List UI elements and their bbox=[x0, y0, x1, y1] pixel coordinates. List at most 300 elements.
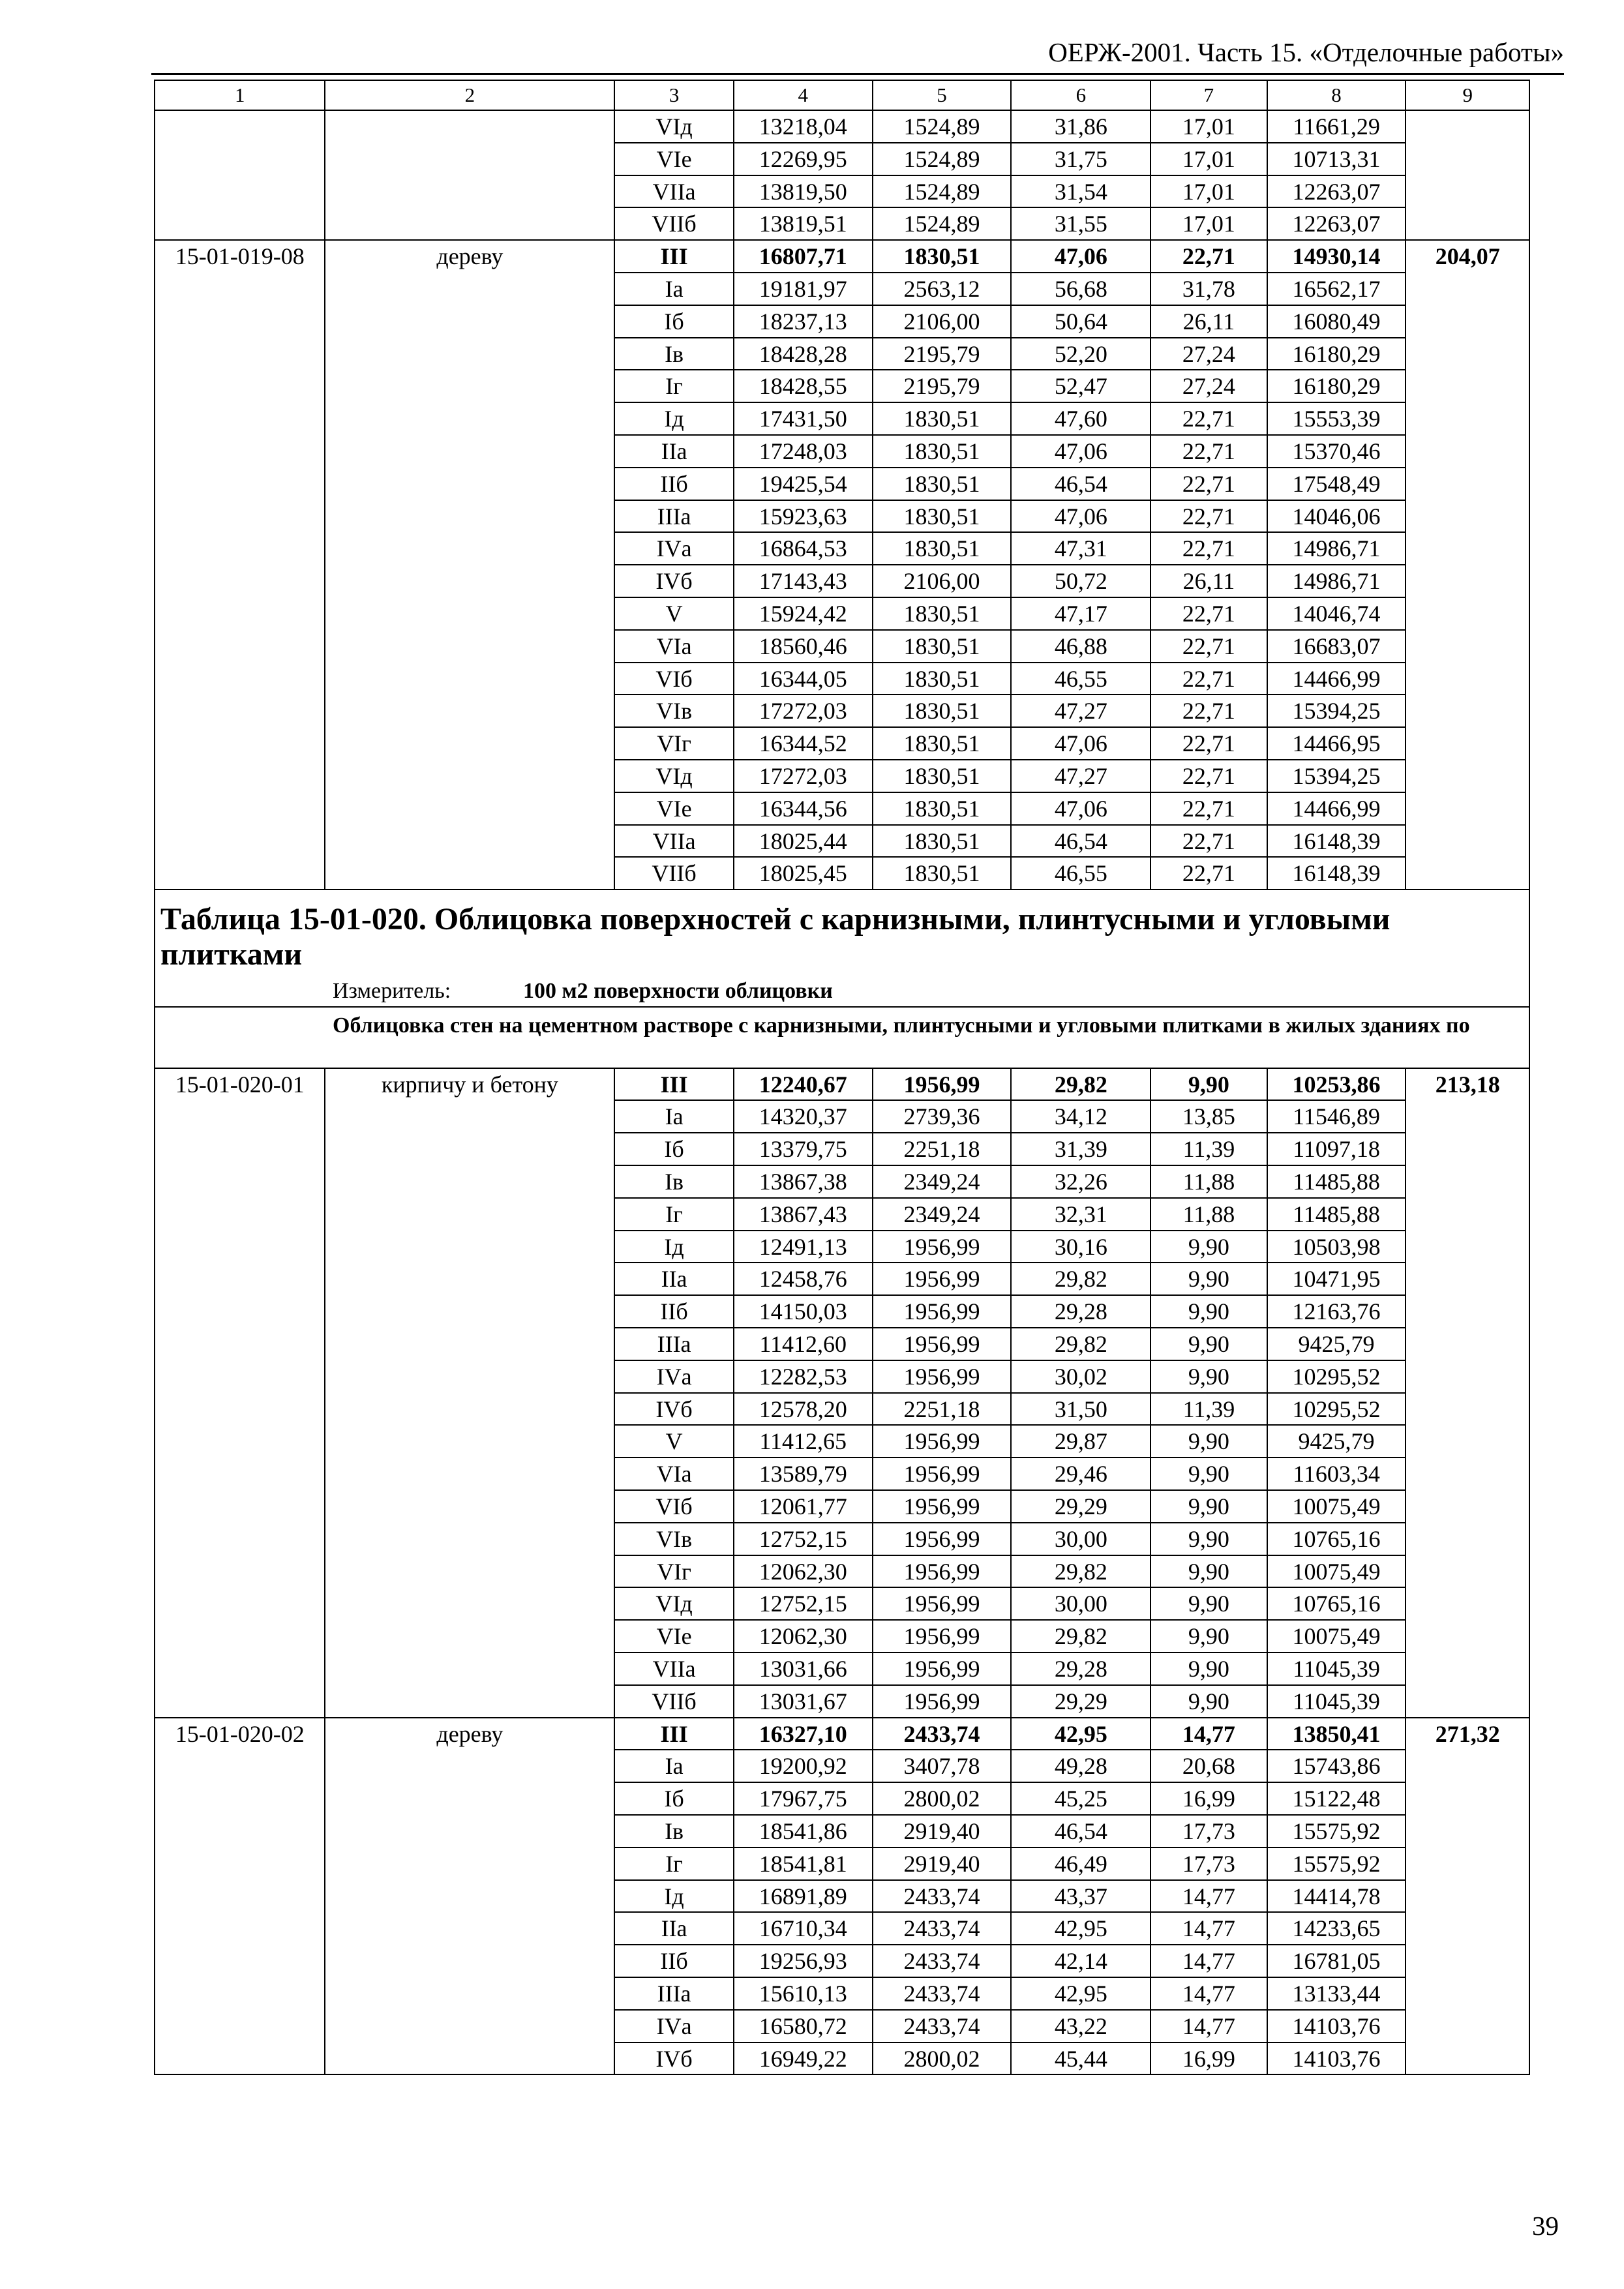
value-cell: 15394,25 bbox=[1267, 695, 1406, 727]
value-cell: 16710,34 bbox=[734, 1912, 873, 1945]
value-cell: 20,68 bbox=[1150, 1750, 1267, 1782]
value-cell: 10075,49 bbox=[1267, 1620, 1406, 1653]
table-row bbox=[155, 110, 1529, 143]
value-cell: 13031,66 bbox=[734, 1653, 873, 1685]
value-cell: 2195,79 bbox=[873, 370, 1012, 402]
value-cell: 11,88 bbox=[1150, 1198, 1267, 1231]
value-cell: 31,86 bbox=[1011, 110, 1150, 143]
value-cell: 46,54 bbox=[1011, 468, 1150, 500]
rate-code: 15-01-020-02 bbox=[155, 1718, 325, 2075]
value-cell: 52,20 bbox=[1011, 338, 1150, 370]
value-cell: 9,90 bbox=[1150, 1587, 1267, 1620]
value-cell: 12163,76 bbox=[1267, 1295, 1406, 1328]
value-cell: 46,49 bbox=[1011, 1848, 1150, 1880]
value-cell: 19181,97 bbox=[734, 273, 873, 305]
value-cell: 30,00 bbox=[1011, 1587, 1150, 1620]
value-cell: 1956,99 bbox=[873, 1587, 1012, 1620]
value-cell: 12263,07 bbox=[1267, 175, 1406, 208]
value-cell: 9,90 bbox=[1150, 1458, 1267, 1490]
zone-cell: IVа bbox=[614, 2010, 733, 2042]
value-cell: 1830,51 bbox=[873, 435, 1012, 468]
value-cell: 2919,40 bbox=[873, 1815, 1012, 1848]
value-cell: 2433,74 bbox=[873, 1977, 1012, 2010]
section-heading-row bbox=[155, 1007, 1529, 1068]
value-cell: 2800,02 bbox=[873, 2042, 1012, 2075]
value-cell: 1956,99 bbox=[873, 1685, 1012, 1718]
column-number: 6 bbox=[1011, 80, 1150, 110]
value-cell: 29,28 bbox=[1011, 1295, 1150, 1328]
zone-cell: IIб bbox=[614, 1945, 733, 1977]
value-cell: 1956,99 bbox=[873, 1490, 1012, 1523]
zone-cell: VIIб bbox=[614, 207, 733, 240]
value-cell: 14,77 bbox=[1150, 1977, 1267, 2010]
zone-cell: Iа bbox=[614, 273, 733, 305]
value-cell: 1956,99 bbox=[873, 1068, 1012, 1101]
column-number: 7 bbox=[1150, 80, 1267, 110]
zone-cell: IIIа bbox=[614, 1328, 733, 1360]
value-cell: 15610,13 bbox=[734, 1977, 873, 2010]
rate-code bbox=[155, 110, 325, 240]
value-cell: 16180,29 bbox=[1267, 370, 1406, 402]
zone-cell: IVб bbox=[614, 565, 733, 597]
unit-label: Измеритель: bbox=[333, 978, 451, 1003]
value-cell: 9,90 bbox=[1150, 1231, 1267, 1263]
value-cell: 10765,16 bbox=[1267, 1523, 1406, 1555]
zone-cell: V bbox=[614, 1425, 733, 1458]
zone-cell: VIIа bbox=[614, 825, 733, 858]
value-cell: 14466,99 bbox=[1267, 663, 1406, 695]
value-cell: 1830,51 bbox=[873, 825, 1012, 858]
value-cell: 42,95 bbox=[1011, 1977, 1150, 2010]
table-title-row bbox=[155, 890, 1529, 1007]
value-cell: 32,31 bbox=[1011, 1198, 1150, 1231]
value-cell: 14466,95 bbox=[1267, 727, 1406, 760]
value-cell: 1524,89 bbox=[873, 207, 1012, 240]
value-cell: 15394,25 bbox=[1267, 760, 1406, 792]
value-cell: 9,90 bbox=[1150, 1555, 1267, 1588]
zone-cell: VIв bbox=[614, 1523, 733, 1555]
zone-cell: Iг bbox=[614, 1198, 733, 1231]
value-cell: 18025,44 bbox=[734, 825, 873, 858]
value-cell: 47,06 bbox=[1011, 240, 1150, 273]
work-description: кирпичу и бетону bbox=[325, 1068, 614, 1718]
zone-cell: VIIа bbox=[614, 1653, 733, 1685]
zone-cell: VIд bbox=[614, 110, 733, 143]
zone-cell: IIб bbox=[614, 468, 733, 500]
value-cell: 13133,44 bbox=[1267, 1977, 1406, 2010]
value-cell: 50,72 bbox=[1011, 565, 1150, 597]
value-cell: 1956,99 bbox=[873, 1231, 1012, 1263]
value-cell: 11485,88 bbox=[1267, 1165, 1406, 1198]
value-cell: 16,99 bbox=[1150, 1782, 1267, 1815]
value-cell: 47,06 bbox=[1011, 792, 1150, 825]
value-cell: 13850,41 bbox=[1267, 1718, 1406, 1750]
value-cell: 11045,39 bbox=[1267, 1685, 1406, 1718]
value-cell: 2563,12 bbox=[873, 273, 1012, 305]
table-title: Таблица 15-01-020. Облицовка поверхностей с карнизными, плинтусными и угловыми плитками bbox=[160, 902, 1391, 972]
value-cell: 15575,92 bbox=[1267, 1815, 1406, 1848]
zone-cell: Iв bbox=[614, 1815, 733, 1848]
value-cell: 22,71 bbox=[1150, 468, 1267, 500]
value-cell: 13379,75 bbox=[734, 1133, 873, 1165]
value-cell: 16080,49 bbox=[1267, 305, 1406, 338]
value-cell: 2106,00 bbox=[873, 565, 1012, 597]
zone-cell: VIа bbox=[614, 630, 733, 663]
value-cell: 12578,20 bbox=[734, 1393, 873, 1426]
value-cell: 29,29 bbox=[1011, 1490, 1150, 1523]
value-cell: 22,71 bbox=[1150, 760, 1267, 792]
value-cell: 29,82 bbox=[1011, 1068, 1150, 1101]
zone-cell: VIIа bbox=[614, 175, 733, 208]
value-cell: 2433,74 bbox=[873, 1718, 1012, 1750]
zone-cell: Iб bbox=[614, 1133, 733, 1165]
value-cell: 1830,51 bbox=[873, 727, 1012, 760]
value-cell: 26,11 bbox=[1150, 565, 1267, 597]
value-cell: 22,71 bbox=[1150, 630, 1267, 663]
value-cell: 22,71 bbox=[1150, 402, 1267, 435]
value-cell: 11097,18 bbox=[1267, 1133, 1406, 1165]
value-cell: 1830,51 bbox=[873, 402, 1012, 435]
value-cell: 15553,39 bbox=[1267, 402, 1406, 435]
value-cell: 1956,99 bbox=[873, 1620, 1012, 1653]
zone-cell: IVа bbox=[614, 532, 733, 565]
value-cell: 1830,51 bbox=[873, 695, 1012, 727]
table-row bbox=[155, 1068, 1529, 1101]
zone-cell: VIд bbox=[614, 1587, 733, 1620]
value-cell: 17,01 bbox=[1150, 207, 1267, 240]
zone-cell: VIа bbox=[614, 1458, 733, 1490]
value-cell: 47,27 bbox=[1011, 760, 1150, 792]
value-cell: 1956,99 bbox=[873, 1653, 1012, 1685]
value-cell: 2106,00 bbox=[873, 305, 1012, 338]
value-cell: 42,95 bbox=[1011, 1718, 1150, 1750]
zone-cell: Iв bbox=[614, 1165, 733, 1198]
value-cell: 46,55 bbox=[1011, 857, 1150, 890]
value-cell: 19200,92 bbox=[734, 1750, 873, 1782]
value-cell: 16580,72 bbox=[734, 2010, 873, 2042]
value-cell: 13819,51 bbox=[734, 207, 873, 240]
value-cell: 16327,10 bbox=[734, 1718, 873, 1750]
value-cell: 13867,38 bbox=[734, 1165, 873, 1198]
value-cell: 9,90 bbox=[1150, 1653, 1267, 1685]
value-cell: 11,88 bbox=[1150, 1165, 1267, 1198]
zone-cell: VIIб bbox=[614, 1685, 733, 1718]
value-cell: 12263,07 bbox=[1267, 207, 1406, 240]
value-cell: 56,68 bbox=[1011, 273, 1150, 305]
value-cell: 29,29 bbox=[1011, 1685, 1150, 1718]
zone-cell: Iд bbox=[614, 1231, 733, 1263]
value-cell: 16344,52 bbox=[734, 727, 873, 760]
column-number-row bbox=[155, 80, 1529, 110]
value-cell: 27,24 bbox=[1150, 338, 1267, 370]
value-cell: 31,50 bbox=[1011, 1393, 1150, 1426]
value-cell: 1956,99 bbox=[873, 1360, 1012, 1393]
labor-cost-cell: 204,07 bbox=[1406, 240, 1529, 890]
value-cell: 18560,46 bbox=[734, 630, 873, 663]
value-cell: 15575,92 bbox=[1267, 1848, 1406, 1880]
zone-cell: V bbox=[614, 597, 733, 630]
value-cell: 14986,71 bbox=[1267, 532, 1406, 565]
value-cell: 17431,50 bbox=[734, 402, 873, 435]
value-cell: 13031,67 bbox=[734, 1685, 873, 1718]
value-cell: 17,01 bbox=[1150, 110, 1267, 143]
value-cell: 10075,49 bbox=[1267, 1555, 1406, 1588]
value-cell: 16683,07 bbox=[1267, 630, 1406, 663]
value-cell: 3407,78 bbox=[873, 1750, 1012, 1782]
value-cell: 1956,99 bbox=[873, 1328, 1012, 1360]
value-cell: 11412,60 bbox=[734, 1328, 873, 1360]
value-cell: 2739,36 bbox=[873, 1100, 1012, 1133]
value-cell: 10765,16 bbox=[1267, 1587, 1406, 1620]
value-cell: 17272,03 bbox=[734, 760, 873, 792]
value-cell: 1830,51 bbox=[873, 630, 1012, 663]
value-cell: 10295,52 bbox=[1267, 1360, 1406, 1393]
value-cell: 16562,17 bbox=[1267, 273, 1406, 305]
value-cell: 14,77 bbox=[1150, 1718, 1267, 1750]
rate-code: 15-01-020-01 bbox=[155, 1068, 325, 1718]
value-cell: 29,28 bbox=[1011, 1653, 1150, 1685]
value-cell: 14103,76 bbox=[1267, 2042, 1406, 2075]
value-cell: 16781,05 bbox=[1267, 1945, 1406, 1977]
zone-cell: Iа bbox=[614, 1750, 733, 1782]
value-cell: 17548,49 bbox=[1267, 468, 1406, 500]
value-cell: 11412,65 bbox=[734, 1425, 873, 1458]
value-cell: 43,22 bbox=[1011, 2010, 1150, 2042]
work-description bbox=[325, 110, 614, 240]
zone-cell: IIа bbox=[614, 1912, 733, 1945]
value-cell: 12752,15 bbox=[734, 1587, 873, 1620]
value-cell: 22,71 bbox=[1150, 663, 1267, 695]
value-cell: 9,90 bbox=[1150, 1490, 1267, 1523]
zone-cell: Iд bbox=[614, 1880, 733, 1913]
zone-cell: IVб bbox=[614, 1393, 733, 1426]
value-cell: 2433,74 bbox=[873, 1880, 1012, 1913]
value-cell: 9,90 bbox=[1150, 1523, 1267, 1555]
value-cell: 14466,99 bbox=[1267, 792, 1406, 825]
value-cell: 12061,77 bbox=[734, 1490, 873, 1523]
value-cell: 14,77 bbox=[1150, 1945, 1267, 1977]
value-cell: 2195,79 bbox=[873, 338, 1012, 370]
zone-cell: VIг bbox=[614, 1555, 733, 1588]
value-cell: 22,71 bbox=[1150, 435, 1267, 468]
value-cell: 9425,79 bbox=[1267, 1425, 1406, 1458]
value-cell: 14,77 bbox=[1150, 1912, 1267, 1945]
value-cell: 1956,99 bbox=[873, 1263, 1012, 1295]
value-cell: 1830,51 bbox=[873, 792, 1012, 825]
zone-cell: Iа bbox=[614, 1100, 733, 1133]
value-cell: 9,90 bbox=[1150, 1328, 1267, 1360]
value-cell: 15743,86 bbox=[1267, 1750, 1406, 1782]
zone-cell: III bbox=[614, 1718, 733, 1750]
column-number: 4 bbox=[734, 80, 873, 110]
value-cell: 22,71 bbox=[1150, 825, 1267, 858]
value-cell: 47,60 bbox=[1011, 402, 1150, 435]
value-cell: 1830,51 bbox=[873, 532, 1012, 565]
zone-cell: VIе bbox=[614, 143, 733, 175]
zone-cell: IIIа bbox=[614, 1977, 733, 2010]
value-cell: 16148,39 bbox=[1267, 825, 1406, 858]
header-rule bbox=[151, 73, 1564, 75]
zone-cell: VIг bbox=[614, 727, 733, 760]
value-cell: 13867,43 bbox=[734, 1198, 873, 1231]
value-cell: 1956,99 bbox=[873, 1295, 1012, 1328]
value-cell: 10713,31 bbox=[1267, 143, 1406, 175]
table-row bbox=[155, 1718, 1529, 1750]
value-cell: 12491,13 bbox=[734, 1231, 873, 1263]
column-number: 5 bbox=[873, 80, 1012, 110]
column-number: 2 bbox=[325, 80, 614, 110]
page-number: 39 bbox=[1532, 2211, 1559, 2241]
value-cell: 2433,74 bbox=[873, 1945, 1012, 1977]
value-cell: 13819,50 bbox=[734, 175, 873, 208]
value-cell: 12458,76 bbox=[734, 1263, 873, 1295]
value-cell: 22,71 bbox=[1150, 500, 1267, 533]
value-cell: 12240,67 bbox=[734, 1068, 873, 1101]
value-cell: 1830,51 bbox=[873, 663, 1012, 695]
value-cell: 47,06 bbox=[1011, 435, 1150, 468]
value-cell: 30,00 bbox=[1011, 1523, 1150, 1555]
value-cell: 16891,89 bbox=[734, 1880, 873, 1913]
value-cell: 19425,54 bbox=[734, 468, 873, 500]
value-cell: 10503,98 bbox=[1267, 1231, 1406, 1263]
value-cell: 47,27 bbox=[1011, 695, 1150, 727]
value-cell: 16864,53 bbox=[734, 532, 873, 565]
value-cell: 1830,51 bbox=[873, 760, 1012, 792]
value-cell: 1524,89 bbox=[873, 110, 1012, 143]
value-cell: 29,82 bbox=[1011, 1620, 1150, 1653]
value-cell: 15122,48 bbox=[1267, 1782, 1406, 1815]
table-row bbox=[155, 240, 1529, 273]
value-cell: 30,16 bbox=[1011, 1231, 1150, 1263]
value-cell: 1830,51 bbox=[873, 468, 1012, 500]
value-cell: 12269,95 bbox=[734, 143, 873, 175]
value-cell: 2433,74 bbox=[873, 1912, 1012, 1945]
value-cell: 17272,03 bbox=[734, 695, 873, 727]
value-cell: 22,71 bbox=[1150, 695, 1267, 727]
value-cell: 11661,29 bbox=[1267, 110, 1406, 143]
zone-cell: VIб bbox=[614, 663, 733, 695]
section-heading-cell bbox=[155, 1007, 1529, 1068]
value-cell: 22,71 bbox=[1150, 597, 1267, 630]
value-cell: 26,11 bbox=[1150, 305, 1267, 338]
value-cell: 14046,74 bbox=[1267, 597, 1406, 630]
value-cell: 1956,99 bbox=[873, 1523, 1012, 1555]
value-cell: 10253,86 bbox=[1267, 1068, 1406, 1101]
value-cell: 2349,24 bbox=[873, 1165, 1012, 1198]
value-cell: 45,25 bbox=[1011, 1782, 1150, 1815]
value-cell: 46,55 bbox=[1011, 663, 1150, 695]
unit-value: 100 м2 поверхности облицовки bbox=[523, 978, 833, 1003]
value-cell: 15370,46 bbox=[1267, 435, 1406, 468]
value-cell: 17967,75 bbox=[734, 1782, 873, 1815]
table-title-cell bbox=[155, 890, 1529, 1007]
value-cell: 49,28 bbox=[1011, 1750, 1150, 1782]
zone-cell: VIе bbox=[614, 792, 733, 825]
zone-cell: Iб bbox=[614, 1782, 733, 1815]
column-number: 3 bbox=[614, 80, 733, 110]
value-cell: 11,39 bbox=[1150, 1393, 1267, 1426]
value-cell: 14320,37 bbox=[734, 1100, 873, 1133]
value-cell: 9,90 bbox=[1150, 1620, 1267, 1653]
value-cell: 22,71 bbox=[1150, 857, 1267, 890]
value-cell: 15924,42 bbox=[734, 597, 873, 630]
value-cell: 29,82 bbox=[1011, 1555, 1150, 1588]
value-cell: 14,77 bbox=[1150, 2010, 1267, 2042]
section-heading: Облицовка стен на цементном растворе с карнизными, плинтусными и угловыми плитками в жилых зданиях по bbox=[333, 1013, 1470, 1038]
value-cell: 14930,14 bbox=[1267, 240, 1406, 273]
value-cell: 16807,71 bbox=[734, 240, 873, 273]
value-cell: 18025,45 bbox=[734, 857, 873, 890]
zone-cell: VIе bbox=[614, 1620, 733, 1653]
rate-code: 15-01-019-08 bbox=[155, 240, 325, 890]
value-cell: 19256,93 bbox=[734, 1945, 873, 1977]
column-number: 9 bbox=[1406, 80, 1529, 110]
value-cell: 47,31 bbox=[1011, 532, 1150, 565]
value-cell: 14986,71 bbox=[1267, 565, 1406, 597]
value-cell: 11,39 bbox=[1150, 1133, 1267, 1165]
value-cell: 14233,65 bbox=[1267, 1912, 1406, 1945]
value-cell: 46,54 bbox=[1011, 1815, 1150, 1848]
labor-cost-cell: 213,18 bbox=[1406, 1068, 1529, 1718]
value-cell: 2800,02 bbox=[873, 1782, 1012, 1815]
value-cell: 18541,86 bbox=[734, 1815, 873, 1848]
rates-table-body bbox=[155, 80, 1529, 2074]
page-header-title: ОЕРЖ-2001. Часть 15. «Отделочные работы» bbox=[1048, 37, 1564, 67]
value-cell: 14150,03 bbox=[734, 1295, 873, 1328]
value-cell: 31,55 bbox=[1011, 207, 1150, 240]
value-cell: 52,47 bbox=[1011, 370, 1150, 402]
value-cell: 18541,81 bbox=[734, 1848, 873, 1880]
value-cell: 1830,51 bbox=[873, 240, 1012, 273]
value-cell: 45,44 bbox=[1011, 2042, 1150, 2075]
value-cell: 31,54 bbox=[1011, 175, 1150, 208]
unit-of-measure bbox=[160, 980, 1524, 1002]
value-cell: 16,99 bbox=[1150, 2042, 1267, 2075]
zone-cell: Iв bbox=[614, 338, 733, 370]
zone-cell: VIд bbox=[614, 760, 733, 792]
value-cell: 17,01 bbox=[1150, 175, 1267, 208]
value-cell: 2349,24 bbox=[873, 1198, 1012, 1231]
value-cell: 1956,99 bbox=[873, 1555, 1012, 1588]
value-cell: 15923,63 bbox=[734, 500, 873, 533]
value-cell: 12062,30 bbox=[734, 1620, 873, 1653]
value-cell: 46,88 bbox=[1011, 630, 1150, 663]
labor-cost-cell: 271,32 bbox=[1406, 1718, 1529, 2075]
value-cell: 1830,51 bbox=[873, 597, 1012, 630]
value-cell: 47,17 bbox=[1011, 597, 1150, 630]
value-cell: 22,71 bbox=[1150, 727, 1267, 760]
value-cell: 10471,95 bbox=[1267, 1263, 1406, 1295]
value-cell: 17,01 bbox=[1150, 143, 1267, 175]
column-number: 8 bbox=[1267, 80, 1406, 110]
value-cell: 13589,79 bbox=[734, 1458, 873, 1490]
value-cell: 22,71 bbox=[1150, 792, 1267, 825]
zone-cell: Iд bbox=[614, 402, 733, 435]
zone-cell: IVа bbox=[614, 1360, 733, 1393]
labor-cost-cell bbox=[1406, 110, 1529, 240]
value-cell: 29,82 bbox=[1011, 1263, 1150, 1295]
value-cell: 1956,99 bbox=[873, 1458, 1012, 1490]
value-cell: 11603,34 bbox=[1267, 1458, 1406, 1490]
value-cell: 1956,99 bbox=[873, 1425, 1012, 1458]
value-cell: 32,26 bbox=[1011, 1165, 1150, 1198]
value-cell: 17143,43 bbox=[734, 565, 873, 597]
value-cell: 27,24 bbox=[1150, 370, 1267, 402]
value-cell: 2433,74 bbox=[873, 2010, 1012, 2042]
value-cell: 2251,18 bbox=[873, 1133, 1012, 1165]
value-cell: 14103,76 bbox=[1267, 2010, 1406, 2042]
value-cell: 10075,49 bbox=[1267, 1490, 1406, 1523]
